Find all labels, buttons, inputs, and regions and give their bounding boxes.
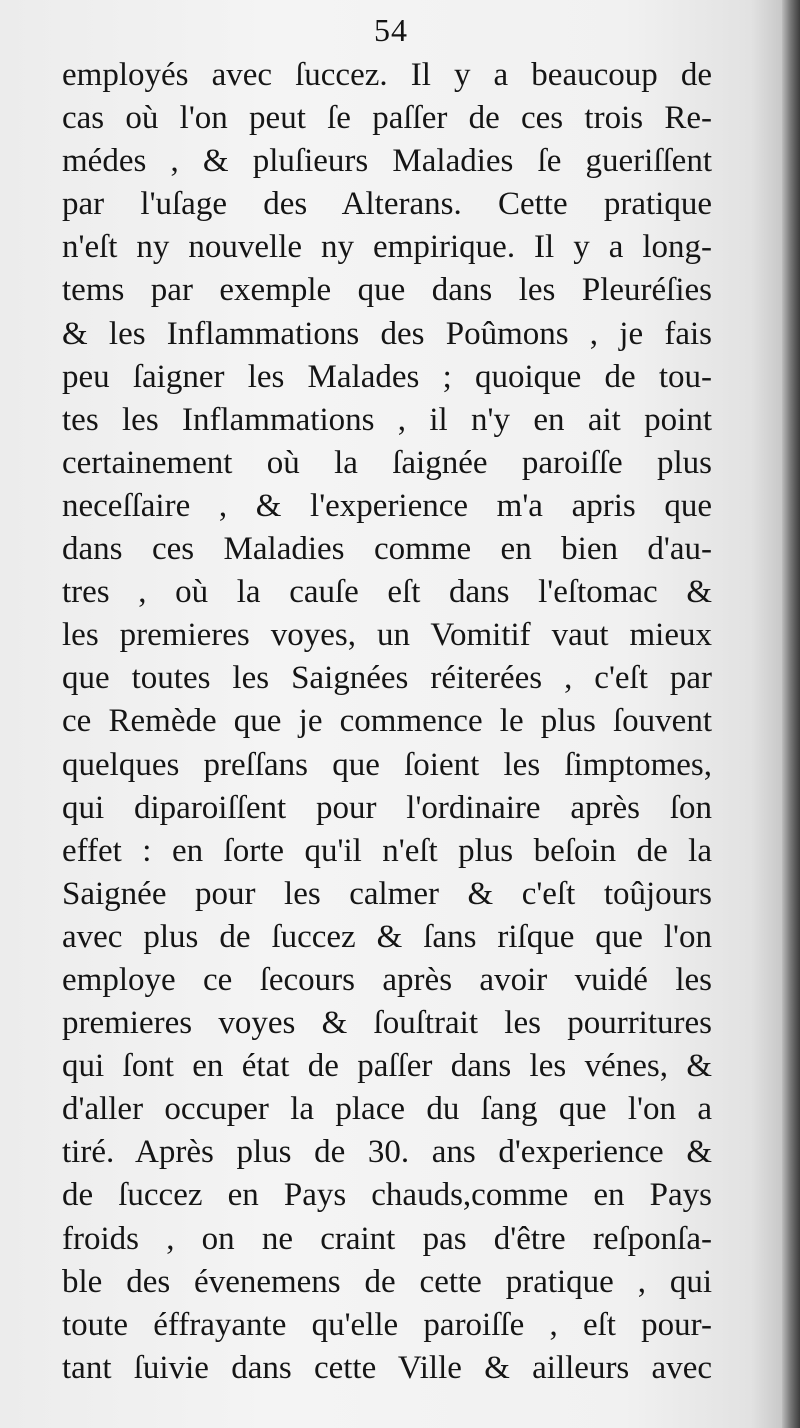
text-line: & les Inflammations des Poûmons , je fais xyxy=(62,315,712,352)
page-number: 54 xyxy=(374,12,408,48)
text-line: cas où l'on peut ſe paſſer de ces trois Re- xyxy=(62,100,712,137)
body-text xyxy=(62,54,712,1390)
page-edge-shadow xyxy=(782,0,800,1428)
text-line: premieres voyes & ſouſtrait les pourritures xyxy=(62,1005,712,1042)
text-line: que toutes les Saignées réiterées , c'eſt par xyxy=(62,660,712,697)
text-line: employés avec ſuccez. Il y a beaucoup de xyxy=(62,57,712,93)
text-line: tems par exemple que dans les Pleuréſies xyxy=(62,272,712,309)
text-line: Saignée pour les calmer & c'eſt toûjours xyxy=(62,875,712,912)
text-line: effet : en ſorte qu'il n'eſt plus beſoin de la xyxy=(62,832,712,869)
text-line: ble des évenemens de cette pratique , qui xyxy=(62,1263,712,1300)
text-line: certainement où la ſaignée paroiſſe plus xyxy=(62,444,712,481)
text-line: de ſuccez en Pays chauds,comme en Pays xyxy=(62,1177,712,1214)
text-line: quelques preſſans que ſoient les ſimptomes, xyxy=(62,746,712,783)
text-line: froids , on ne craint pas d'être reſponſa- xyxy=(62,1220,712,1257)
text-line: qui ſont en état de paſſer dans les vénes, & xyxy=(62,1048,712,1085)
text-line: dans ces Maladies comme en bien d'au- xyxy=(62,531,712,568)
text-line: toute éffrayante qu'elle paroiſſe , eſt pour- xyxy=(62,1306,712,1343)
text-line: tes les Inflammations , il n'y en ait point xyxy=(62,401,712,438)
text-line: tant ſuivie dans cette Ville & ailleurs avec xyxy=(62,1349,712,1386)
text-line: avec plus de ſuccez & ſans riſque que l'on xyxy=(62,918,712,955)
text-line: médes , & pluſieurs Maladies ſe gueriſſent xyxy=(62,143,712,180)
text-line: tres , où la cauſe eſt dans l'eſtomac & xyxy=(62,574,712,611)
text-line: par l'uſage des Alterans. Cette pratique xyxy=(62,186,712,223)
text-line: employe ce ſecours après avoir vuidé les xyxy=(62,961,712,998)
text-line: ce Remède que je commence le plus ſouvent xyxy=(62,703,712,740)
text-line: les premieres voyes, un Vomitif vaut mieux xyxy=(62,617,712,654)
text-line: tiré. Après plus de 30. ans d'experience & xyxy=(62,1134,712,1171)
text-line: d'aller occuper la place du ſang que l'on a xyxy=(62,1091,712,1128)
text-line: neceſſaire , & l'experience m'a apris que xyxy=(62,487,712,524)
text-line: n'eſt ny nouvelle ny empirique. Il y a long- xyxy=(62,229,712,266)
text-line: qui diparoiſſent pour l'ordinaire après ſon xyxy=(62,789,712,826)
text-line: peu ſaigner les Malades ; quoique de tou- xyxy=(62,358,712,395)
